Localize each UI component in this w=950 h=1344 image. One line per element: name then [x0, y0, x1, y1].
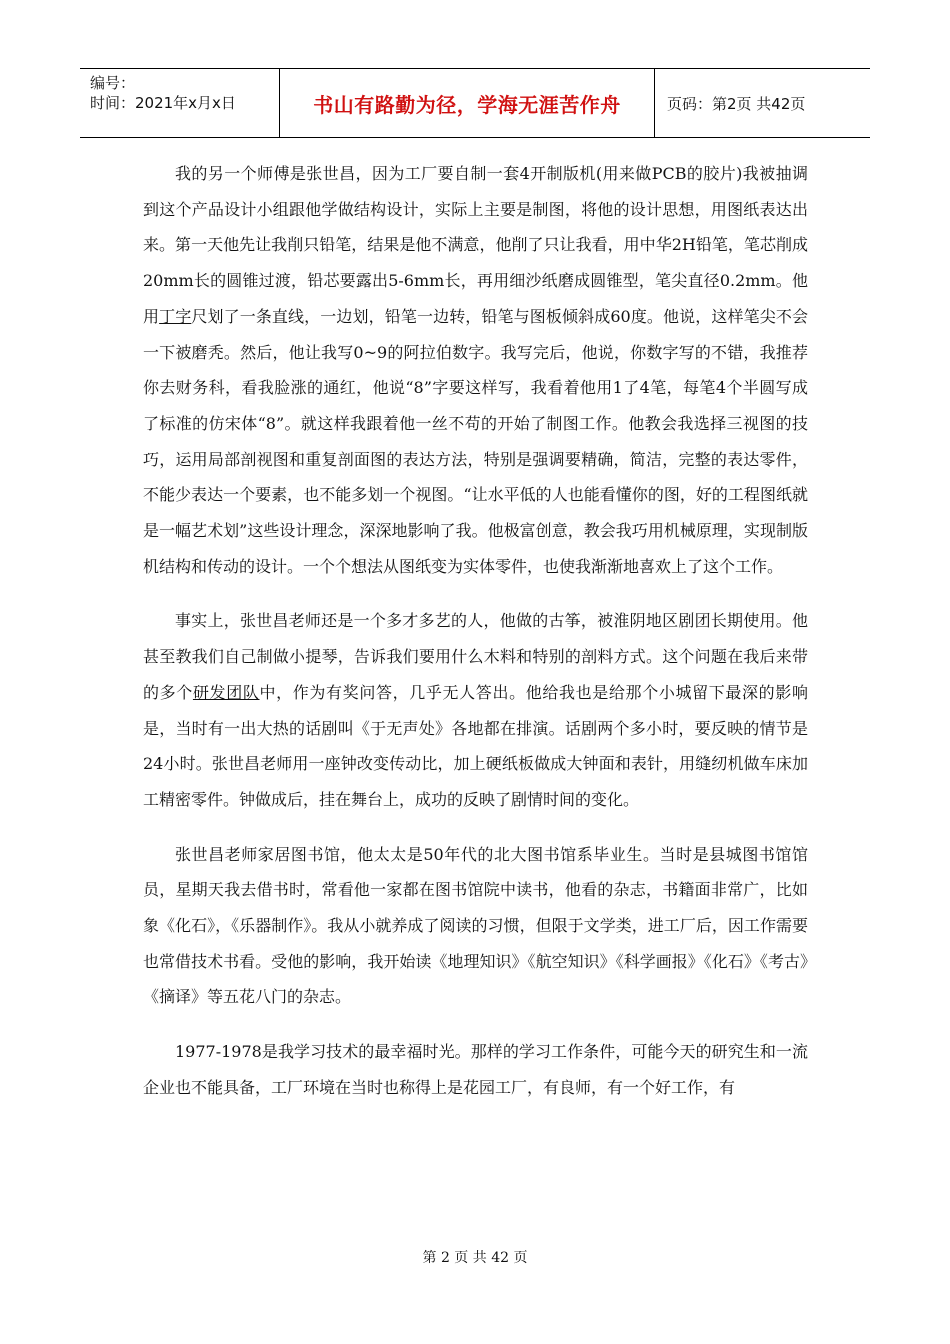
- paragraph-text: 事实上，张世昌老师还是一个多才多艺的人，他做的古筝，被淮阴地区剧团长期使用。他甚至教我们自己制做小提琴，告诉我们要用什么木料和特别的剖料方式。这个问题在我后来带的多个: [143, 611, 808, 702]
- document-body: [143, 156, 808, 1125]
- underlined-link[interactable]: 研发团队: [192, 682, 260, 702]
- paragraph-2: [143, 603, 808, 817]
- document-date: 时间：2021年x月x日: [90, 94, 236, 112]
- header-motto: 书山有路勤为径，学海无涯苦作舟: [280, 69, 655, 137]
- paragraph-3: 张世昌老师家居图书馆，他太太是50年代的北大图书馆系毕业生。当时是县城图书馆馆员，星期天我去借书时，常看他一家都在图书馆院中读书，他看的杂志，书籍面非常广，比如象《化石》，《乐器制作》。我从小就养成了阅读的习惯，但限于文学类，进工厂后，因工作需要也常借技术书看。受他的影响，我开始读《地理知识》《航空知识》《科学画报》《化石》《考古》《摘译》等五花八门的杂志。: [143, 844, 808, 1007]
- underlined-link[interactable]: 丁字: [159, 306, 192, 326]
- paragraph-4: 1977-1978是我学习技术的最幸福时光。那样的学习工作条件，可能今天的研究生和一流企业也不能具备，工厂环境在当时也称得上是花园工厂，有良师，有一个好工作，有: [143, 1042, 808, 1097]
- header-meta: [80, 69, 280, 137]
- page-footer: 第 2 页 共 42 页: [422, 1250, 528, 1266]
- page-header: [80, 68, 870, 138]
- header-page-info: 页码：第2页 共42页: [667, 94, 806, 113]
- paragraph-text: 尺划了一条直线，一边划，铅笔一边转，铅笔与图板倾斜成60度。他说，这样笔尖不会一下被磨秃。然后，他让我写0~9的阿拉伯数字。我写完后，他说，你数字写的不错，我推荐你去财务科，看我脸涨的通红，他说“8”字要这样写，我看着他用1了4笔，每笔4个半圆写成了标准的仿宋体“8”。就这样我跟着他一丝不苟的开始了制图工作。他教会我选择三视图的技巧，运用局部剖视图和重复剖面图的表达方法，特别是强调要精确，简洁，完整的表达零件，不能少表达一个要素，也不能多划一个视图。“让水平低的人也能看懂你的图，好的工程图纸就是一幅艺术划”这些设计理念，深深地影响了我。他极富创意，教会我巧用机械原理，实现制版机结构和传动的设计。一个个想法从图纸变为实体零件，也使我渐渐地喜欢上了这个工作。: [143, 306, 808, 576]
- paragraph-text: 中，作为有奖问答，几乎无人答出。他给我也是给那个小城留下最深的影响是，当时有一出大热的话剧叫《于无声处》各地都在排演。话剧两个多小时，要反映的情节是24小时。张世昌老师用一座钟改变传动比，加上硬纸板做成大钟面和表针，用缝纫机做车床加工精密零件。钟做成后，挂在舞台上，成功的反映了剧情时间的变化。: [143, 682, 808, 809]
- document-number-label: 编号：: [90, 74, 136, 92]
- paragraph-1: [143, 156, 808, 584]
- paragraph-text: 我的另一个师傅是张世昌，因为工厂要自制一套4开制版机(用来做PCB的胶片)我被抽调到这个产品设计小组跟他学做结构设计，实际上主要是制图，将他的设计思想，用图纸表达出来。第一天他先让我削只铅笔，结果是他不满意，他削了只让我看，用中华2H铅笔，笔芯削成20mm长的圆锥过渡，铅芯要露出5-6mm长，再用细沙纸磨成圆锥型，笔尖直径0.2mm。他用: [143, 164, 808, 326]
